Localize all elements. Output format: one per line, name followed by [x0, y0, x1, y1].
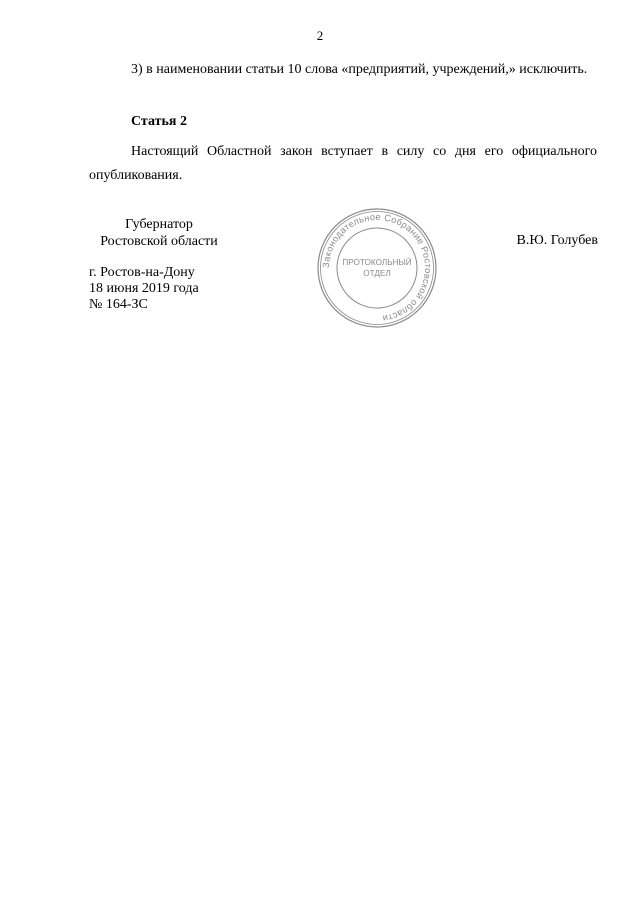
article-2-text: Настоящий Областной закон вступает в силу со дня его официального опубликования. — [89, 144, 597, 183]
page-number: 2 — [316, 28, 324, 43]
svg-text:Законодательное Собрание Росто — [321, 212, 433, 324]
place-date-block — [89, 265, 199, 313]
official-seal — [316, 207, 438, 329]
seal-outer-ring — [318, 209, 436, 327]
seal-ring-text: Законодательное Собрание Ростовской области — [320, 211, 434, 324]
seal-center-line2: ОТДЕЛ — [363, 269, 391, 278]
article-heading: Статья 2 — [131, 114, 187, 129]
signatory-title-line2: Ростовской области — [100, 234, 218, 249]
seal-center-line1: ПРОТОКОЛЬНЫЙ — [342, 258, 412, 267]
city: г. Ростов-на-Дону — [89, 265, 195, 280]
signatory-title — [89, 216, 229, 250]
amendment-item-3: 3) в наименовании статьи 10 слова «предприятий, учреждений,» исключить. — [131, 62, 588, 77]
signatory-title-line1: Губернатор — [125, 217, 193, 232]
seal-inner-ring — [337, 228, 417, 308]
signatory-name: В.Ю. Голубев — [516, 233, 598, 248]
date: 18 июня 2019 года — [89, 281, 199, 296]
law-number: № 164-ЗС — [89, 297, 148, 312]
